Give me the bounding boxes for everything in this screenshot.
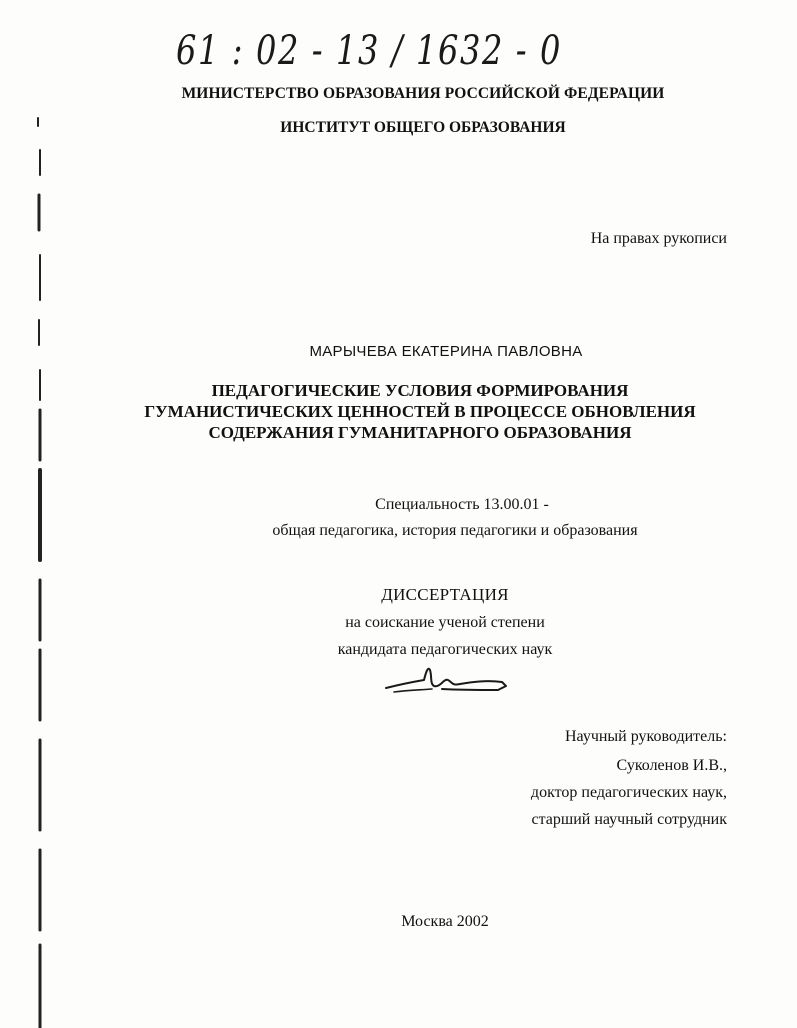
author-name: МАРЫЧЕВА ЕКАТЕРИНА ПАВЛОВНА xyxy=(309,343,583,360)
supervisor-label: Научный руководитель: xyxy=(564,728,727,745)
signature xyxy=(382,662,512,698)
manuscript-note: На правах рукописи xyxy=(590,230,727,247)
supervisor-name: Суколенов И.В., xyxy=(616,757,727,774)
title-line-1: ПЕДАГОГИЧЕСКИЕ УСЛОВИЯ ФОРМИРОВАНИЯ xyxy=(211,381,629,400)
dissertation-title xyxy=(100,380,740,443)
supervisor-degree: доктор педагогических наук, xyxy=(530,784,727,801)
svg-text:61 : 02 - 13 / 1632 - 0: 61 : 02 - 13 / 1632 - 0 xyxy=(176,28,562,74)
scan-edge-marks xyxy=(0,0,50,1028)
ministry-heading: МИНИСТЕРСТВО ОБРАЗОВАНИЯ РОССИЙСКОЙ ФЕДЕРАЦИИ xyxy=(181,85,665,102)
specialty-field: общая педагогика, история педагогики и образования xyxy=(272,522,638,539)
degree-line-2: кандидата педагогических наук xyxy=(337,641,553,658)
institute-heading: ИНСТИТУТ ОБЩЕГО ОБРАЗОВАНИЯ xyxy=(280,119,566,136)
title-line-2: ГУМАНИСТИЧЕСКИХ ЦЕННОСТЕЙ В ПРОЦЕССЕ ОБНОВЛЕНИЯ xyxy=(144,402,696,421)
work-type: ДИССЕРТАЦИЯ xyxy=(381,585,509,604)
specialty-code: Специальность 13.00.01 - xyxy=(375,496,549,513)
supervisor-position: старший научный сотрудник xyxy=(531,811,727,828)
city-year: Москва 2002 xyxy=(401,913,489,930)
title-line-3: СОДЕРЖАНИЯ ГУМАНИТАРНОГО ОБРАЗОВАНИЯ xyxy=(208,423,632,442)
degree-line-1: на соискание ученой степени xyxy=(345,614,545,631)
handwritten-registry-code xyxy=(170,18,570,80)
